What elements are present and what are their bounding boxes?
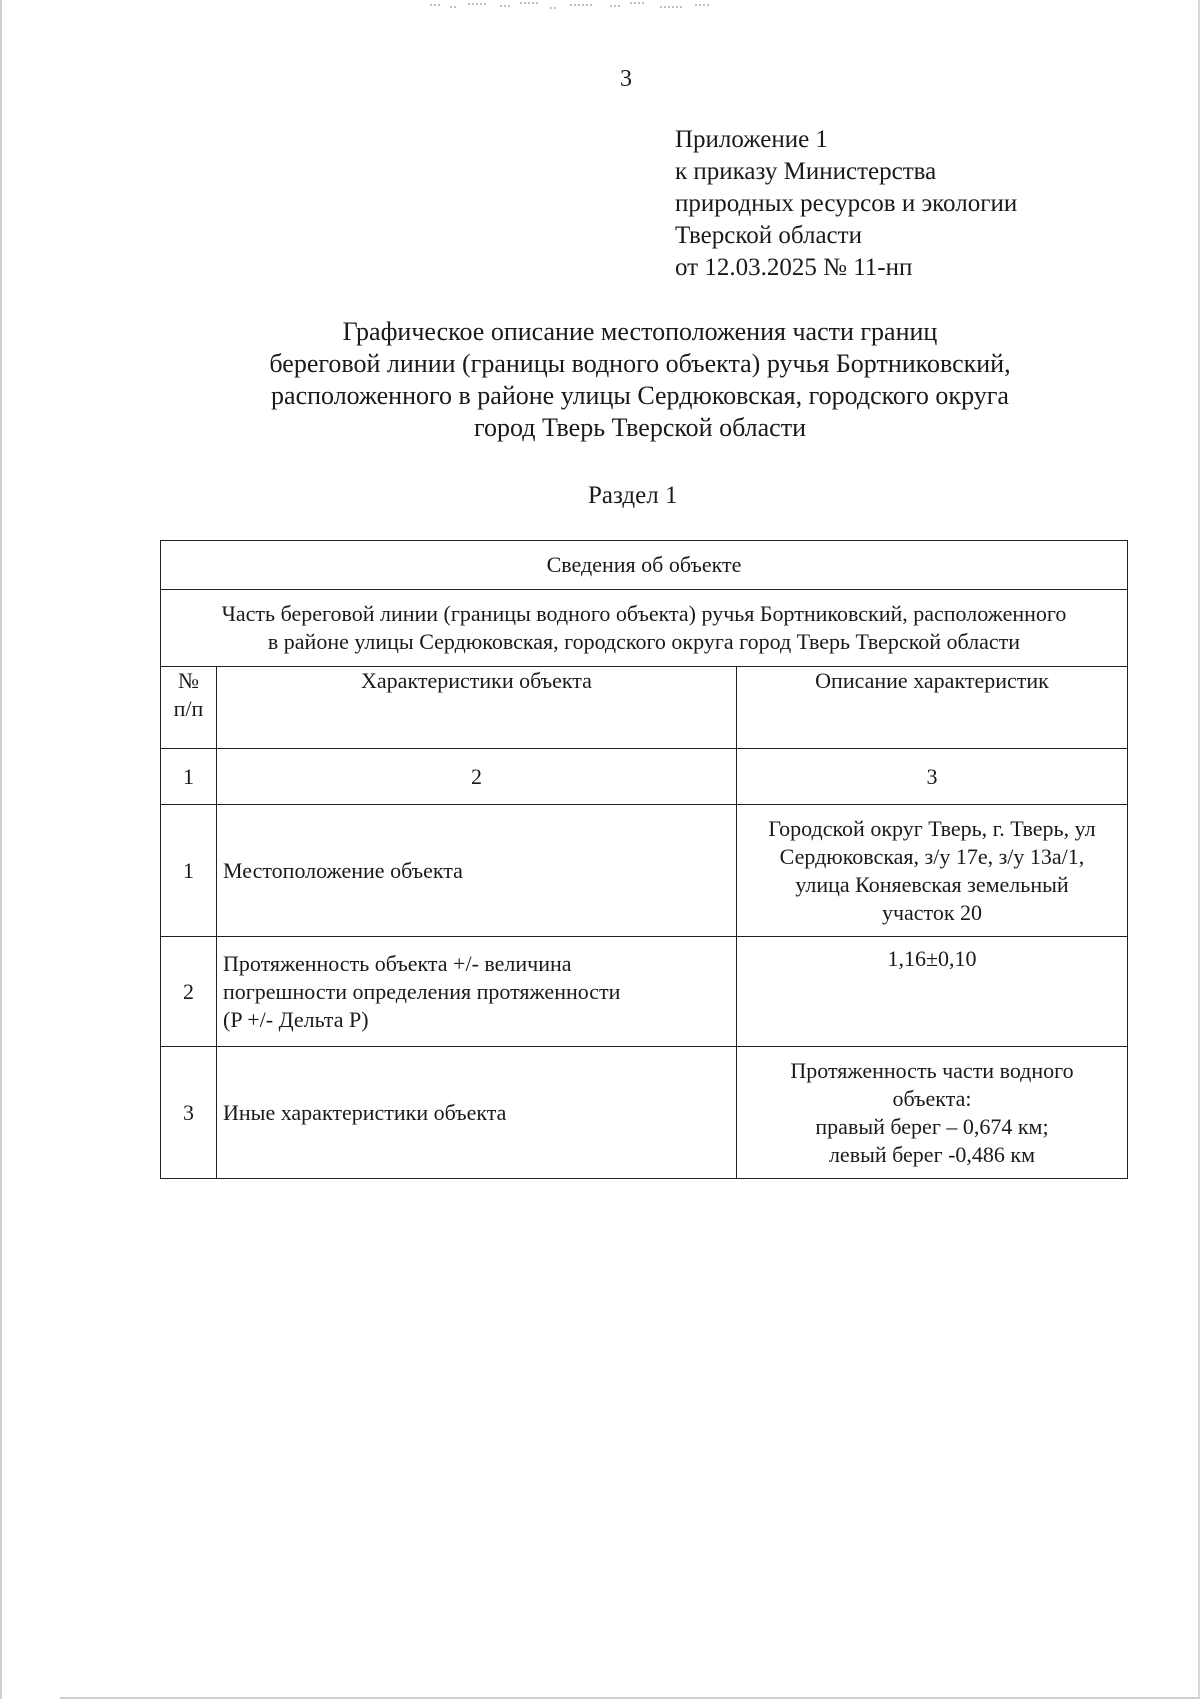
object-description-line: Часть береговой линии (границы водного объекта) ручья Бортниковский, расположенного: [221, 601, 1067, 626]
row-number: 3: [161, 1047, 217, 1179]
description-line: 1,16±0,10: [887, 946, 977, 971]
column-header-num-line: п/п: [173, 696, 204, 721]
section-label: Раздел 1: [588, 482, 678, 509]
description-line: Протяженность части водного: [790, 1057, 1074, 1083]
page-number: 3: [620, 66, 632, 92]
row-characteristic: [217, 805, 737, 937]
object-description-line: в районе улицы Сердюковская, городского округа город Тверь Тверской области: [267, 629, 1021, 654]
column-number: 3: [737, 749, 1128, 805]
description-line: правый берег – 0,674 км;: [815, 1113, 1049, 1139]
column-number: 1: [161, 749, 217, 805]
row-description: [737, 805, 1128, 937]
description-line: Городской округ Тверь, г. Тверь, ул: [768, 815, 1096, 841]
title-line: Графическое описание местоположения части границ: [342, 317, 938, 346]
table-header: Сведения об объекте: [161, 541, 1128, 590]
row-description: [737, 1047, 1128, 1179]
characteristic-line: Протяженность объекта +/- величина: [223, 950, 572, 976]
description-line: участок 20: [881, 899, 983, 925]
appendix-block: [675, 124, 1017, 284]
characteristic-line: погрешности определения протяженности: [223, 978, 621, 1004]
title-line: береговой линии (границы водного объекта) ручья Бортниковский,: [269, 349, 1011, 378]
appendix-line: Приложение 1: [675, 126, 828, 153]
column-number-row: [161, 749, 1128, 805]
appendix-line: от 12.03.2025 № 11-нп: [675, 254, 913, 281]
characteristic-line: Местоположение объекта: [223, 857, 463, 883]
object-description-row: [161, 590, 1128, 667]
table-row: [161, 1047, 1128, 1179]
characteristic-line: (P +/- Дельта P): [223, 1006, 369, 1032]
appendix-line: к приказу Министерства: [675, 158, 937, 185]
row-description: [737, 937, 1128, 1047]
appendix-line: природных ресурсов и экологии: [675, 190, 1018, 217]
characteristic-line: Иные характеристики объекта: [223, 1099, 507, 1125]
row-characteristic: [217, 1047, 737, 1179]
title-line: расположенного в районе улицы Сердюковская, городского округа: [271, 381, 1009, 410]
description-line: объекта:: [892, 1085, 972, 1111]
column-header-num: [161, 667, 217, 749]
row-characteristic: [217, 937, 737, 1047]
table-header-row: [161, 541, 1128, 590]
column-number: 2: [217, 749, 737, 805]
scan-left-edge: [0, 0, 2, 1699]
title-line: город Тверь Тверской области: [473, 413, 807, 442]
appendix-line: Тверской области: [675, 222, 862, 249]
scan-noise-marks: [420, 0, 740, 12]
row-number: 1: [161, 805, 217, 937]
description-line: улица Коняевская земельный: [795, 871, 1069, 897]
object-info-table: [160, 540, 1128, 1179]
column-header-characteristic: Характеристики объекта: [217, 667, 737, 749]
description-line: Сердюковская, з/у 17е, з/у 13а/1,: [779, 843, 1085, 869]
table-row: [161, 937, 1128, 1047]
column-header-num-line: №: [178, 668, 199, 693]
description-line: левый берег -0,486 км: [828, 1141, 1036, 1167]
column-header-description: Описание характеристик: [737, 667, 1128, 749]
object-description: [161, 590, 1128, 667]
document-title: [160, 316, 1120, 444]
table-row: [161, 805, 1128, 937]
column-header-row: [161, 667, 1128, 749]
row-number: 2: [161, 937, 217, 1047]
